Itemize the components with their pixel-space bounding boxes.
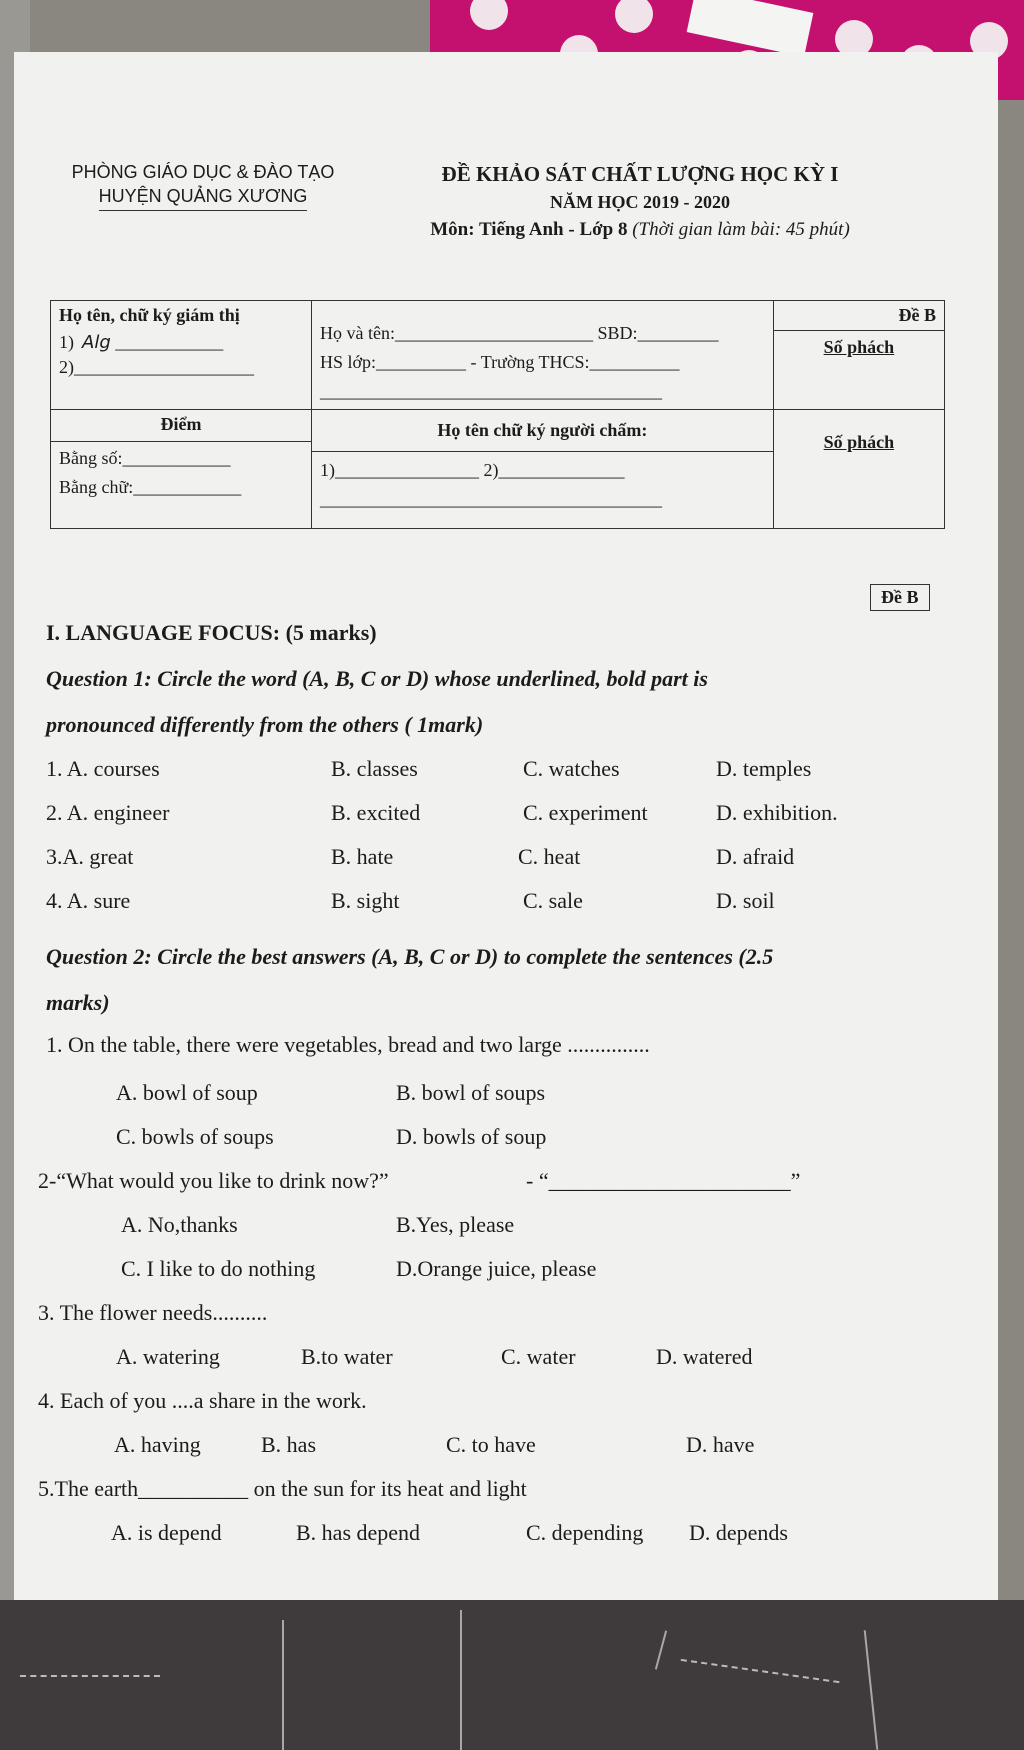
background-surface (0, 1600, 1024, 1750)
q2-item-2-options-cd: C. I like to do nothing D.Orange juice, please (121, 1256, 597, 1281)
q2-item-5-options: A. is depend B. has depend C. depending D. depends (111, 1520, 788, 1545)
school-year: NĂM HỌC 2019 - 2020 (550, 192, 730, 212)
code-cell: Đề B Số phách (773, 301, 944, 410)
exam-title: ĐỀ KHẢO SÁT CHẤT LƯỢNG HỌC KỲ I (441, 162, 839, 186)
student-cell: Họ và tên:______________________ SBD:_________ HS lớp:__________ - Trường THCS:__________ ______________________________________ (312, 301, 774, 410)
q1-item-4: 4. A. sure B. sight C. sale D. soil (46, 888, 775, 913)
examiner-cell: Họ tên, chữ ký giám thị 1) Alg ____________ 2)____________________ (51, 301, 312, 410)
q2-item-3: 3. The flower needs.......... (38, 1300, 268, 1325)
q2-item-4: 4. Each of you ....a share in the work. (38, 1388, 367, 1413)
q2-item-3-options: A. watering B.to water C. water D. watered (116, 1344, 753, 1369)
exam-content (38, 620, 946, 1556)
q2-item-1: 1. On the table, there were vegetables, bread and two large ............... (46, 1032, 650, 1057)
q2-item-1-options-cd: C. bowls of soups D. bowls of soup (116, 1124, 547, 1149)
q2-item-1-options-ab: A. bowl of soup B. bowl of soups (116, 1080, 546, 1105)
student-info-table (50, 300, 945, 529)
question-2-title: Question 2: Circle the best answers (A, B, C or D) to complete the sentences (2.5 marks) (46, 944, 774, 1015)
exam-header (380, 160, 900, 244)
section-title: I. LANGUAGE FOCUS: (5 marks) (46, 620, 377, 645)
q1-item-1: 1. A. courses B. classes C. watches D. temples (46, 756, 812, 781)
score-cell: Điểm Bằng số:____________ Bằng chữ:____________ (51, 410, 312, 529)
q2-item-2-options-ab: A. No,thanks B.Yes, please (121, 1212, 515, 1237)
department-header: PHÒNG GIÁO DỤC & ĐÀO TẠO HUYỆN QUẢNG XƯƠNG (68, 160, 338, 211)
grader-cell: Họ tên chữ ký người chấm: 1)________________ 2)______________ ______________________________________ (312, 410, 774, 529)
q2-item-4-options: A. having B. has C. to have D. have (114, 1432, 755, 1457)
code-cell-2: Số phách (773, 410, 944, 529)
q1-item-3: 3.A. great B. hate C. heat D. afraid (46, 844, 795, 869)
q2-item-5: 5.The earth__________ on the sun for its heat and light (38, 1476, 527, 1501)
q2-item-2: 2-“What would you like to drink now?” - “______________________” (38, 1168, 801, 1193)
exam-code-label: Đề B (870, 584, 930, 611)
subject-line: Môn: Tiếng Anh - Lớp 8 (Thời gian làm bài: 45 phút) (430, 219, 850, 240)
q1-item-2: 2. A. engineer B. excited C. experiment D. exhibition. (46, 800, 838, 825)
question-1-title: Question 1: Circle the word (A, B, C or D) whose underlined, bold part is pronounced differently from the others ( 1mark) (46, 666, 708, 737)
